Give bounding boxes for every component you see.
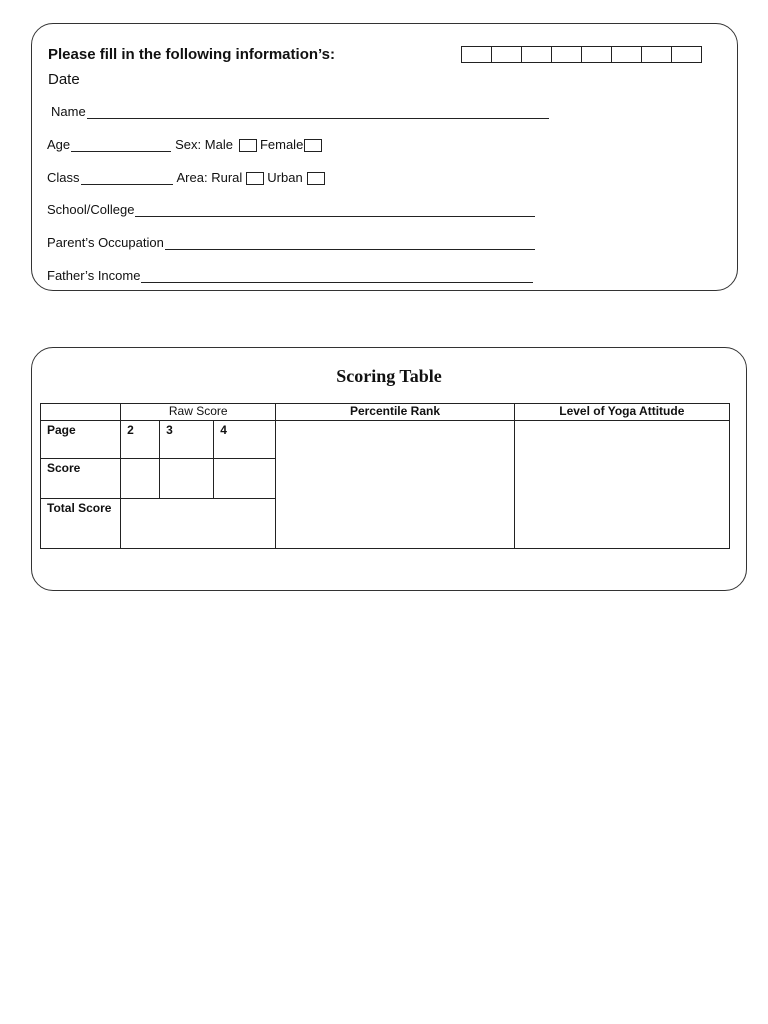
- class-label: Class: [47, 170, 80, 185]
- name-input-line[interactable]: [87, 106, 549, 119]
- school-input-line[interactable]: [135, 204, 535, 217]
- form-heading: Please fill in the following information’s:: [48, 46, 335, 63]
- score-cell[interactable]: [121, 459, 160, 499]
- table-row: [41, 421, 730, 459]
- occupation-input-line[interactable]: [165, 237, 535, 250]
- id-code-cell[interactable]: [611, 46, 642, 63]
- income-input-line[interactable]: [141, 270, 533, 283]
- page-number-cell: 4: [214, 421, 276, 459]
- female-checkbox[interactable]: [304, 139, 322, 152]
- school-field: [47, 202, 535, 217]
- id-code-cell[interactable]: [521, 46, 552, 63]
- id-code-cell[interactable]: [671, 46, 702, 63]
- personal-info-form: [31, 23, 738, 291]
- page-number-cell: 3: [160, 421, 214, 459]
- name-label: Name: [51, 104, 86, 119]
- score-cell[interactable]: [214, 459, 276, 499]
- school-label: School/College: [47, 202, 135, 217]
- id-code-cell[interactable]: [581, 46, 612, 63]
- header-empty-cell: [41, 404, 121, 421]
- score-cell[interactable]: [160, 459, 214, 499]
- percentile-rank-cell[interactable]: [276, 421, 514, 549]
- scoring-table-title: Scoring Table: [336, 366, 442, 386]
- scoring-table-box: [31, 347, 747, 591]
- id-code-cell[interactable]: [461, 46, 492, 63]
- female-label: Female: [259, 137, 304, 152]
- raw-score-header: Raw Score: [121, 404, 276, 421]
- class-input-line[interactable]: [81, 172, 173, 185]
- occupation-label: Parent’s Occupation: [47, 235, 164, 250]
- age-sex-field: [47, 137, 325, 152]
- age-input-line[interactable]: [71, 139, 171, 152]
- total-score-row-label: Total Score: [41, 499, 121, 549]
- level-header: Level of Yoga Attitude: [514, 404, 729, 421]
- percentile-rank-header: Percentile Rank: [276, 404, 514, 421]
- age-label: Age: [47, 137, 71, 152]
- total-score-cell[interactable]: [121, 499, 276, 549]
- male-checkbox[interactable]: [239, 139, 257, 152]
- page-row-label: Page: [41, 421, 121, 459]
- scoring-table: [40, 403, 730, 549]
- id-code-cell[interactable]: [551, 46, 582, 63]
- score-row-label: Score: [41, 459, 121, 499]
- class-area-field: [47, 170, 328, 185]
- level-cell[interactable]: [514, 421, 729, 549]
- income-field: [47, 268, 533, 283]
- id-code-cell[interactable]: [641, 46, 672, 63]
- id-code-cell[interactable]: [491, 46, 522, 63]
- area-rural-label: Area: Rural: [176, 170, 243, 185]
- id-code-boxes: [461, 46, 702, 63]
- urban-checkbox[interactable]: [307, 172, 325, 185]
- income-label: Father’s Income: [47, 268, 141, 283]
- urban-label: Urban: [267, 170, 303, 185]
- occupation-field: [47, 235, 535, 250]
- rural-checkbox[interactable]: [246, 172, 264, 185]
- sex-male-label: Sex: Male: [175, 137, 233, 152]
- name-field: [51, 104, 549, 119]
- date-label: Date: [48, 71, 80, 88]
- table-header-row: [41, 404, 730, 421]
- page-number-cell: 2: [121, 421, 160, 459]
